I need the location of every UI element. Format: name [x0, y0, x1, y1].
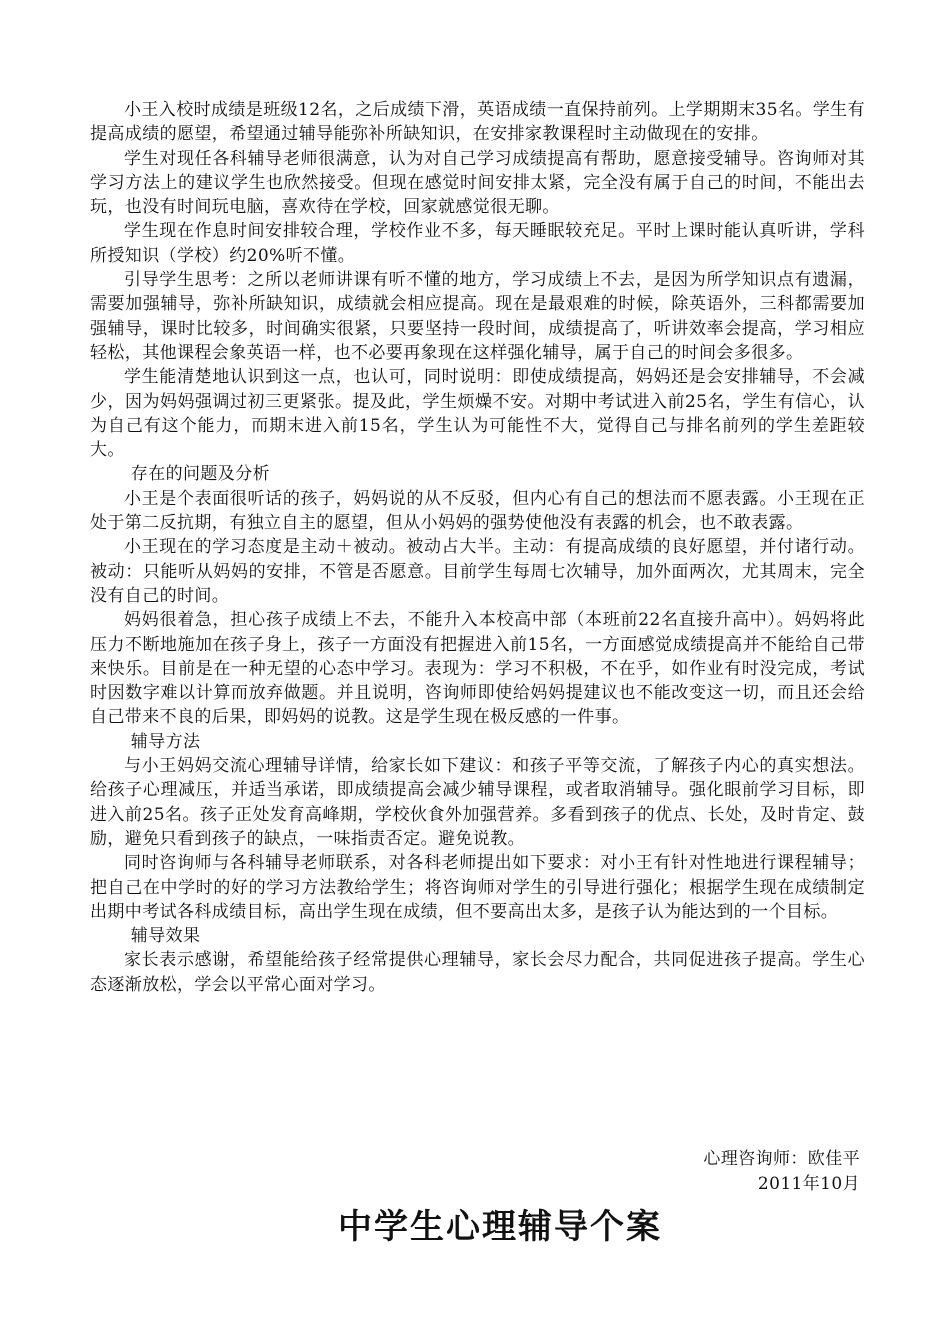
paragraph-problem-pressure: 妈妈很着急，担心孩子成绩上不去，不能升入本校高中部（本班前22名直接升高中）。妈妈将此压力不断地施加在孩子身上，孩子一方面没有把握进入前15名，一方面感觉成绩提高并不能给自己带来快乐。目前是在一种无望的心态中学习。表现为：学习不积极，不在乎，如作业有时没完成，考试时因数字难以计算而放弃做题。并且说明，咨询师即使给妈妈提建议也不能改变这一切，而且还会给自己带来不良的后果，即妈妈的说教。这是学生现在极反感的一件事。	[90, 610, 865, 728]
section-heading-methods: 辅导方法	[130, 731, 201, 752]
paragraph-problem-personality: 小王是个表面很听话的孩子，妈妈说的从不反驳，但内心有自己的想法而不愿表露。小王现在正处于第二反抗期，有独立自主的愿望，但从小妈妈的强势使他没有表露的机会，也不敢表露。	[90, 488, 865, 534]
paragraph-method-teachers: 同时咨询师与各科辅导老师联系，对各科老师提出如下要求：对小王有针对性地进行课程辅导；把自己在中学时的好的学习方法教给学生；将咨询师对学生的引导进行强化；根据学生现在成绩制定出期中考试各科成绩目标，高出学生现在成绩，但不要高出太多，是孩子认为能达到的一个目标。	[90, 853, 865, 922]
paragraph-problem-attitude: 小王现在的学习态度是主动＋被动。被动占大半。主动：有提高成绩的良好愿望，并付诸行动。被动：只能听从妈妈的安排，不管是否愿意。目前学生每周七次辅导，加外面两次，尤其周末，完全没有自己的时间。	[90, 537, 865, 606]
document-body	[90, 98, 865, 997]
paragraph-results: 家长表示感谢，希望能给孩子经常提供心理辅导，家长会尽力配合，共同促进孩子提高。学生心态逐渐放松，学会以平常心面对学习。	[90, 950, 865, 995]
paragraph-schedule: 学生现在作息时间安排较合理，学校作业不多，每天睡眠较充足。平时上课时能认真听讲，学科所授知识（学校）约20%听不懂。	[90, 221, 865, 266]
signature-block	[703, 1147, 860, 1196]
paragraph-student-response: 学生能清楚地认识到这一点，也认可，同时说明：即使成绩提高，妈妈还是会安排辅导，不会减少，因为妈妈强调过初三更紧张。提及此，学生烦燥不安。对期中考试进入前25名，学生有信心，认为自己有这个能力，而期末进入前15名，学生认为可能性不大，觉得自己与排名前列的学生差距较大。	[90, 367, 865, 461]
paragraph-method-parents: 与小王妈妈交流心理辅导详情，给家长如下建议：和孩子平等交流，了解孩子内心的真实想法。给孩子心理减压，并适当承诺，即成绩提高会减少辅导课程，或者取消辅导。强化眼前学习目标，即进入前25名。孩子正处发育高峰期，学校伙食外加强营养。多看到孩子的优点、长处，及时肯定、鼓励，避免只看到孩子的缺点，一味指责否定。避免说教。	[90, 756, 865, 849]
counselor-name: 心理咨询师：欧佳平	[703, 1149, 860, 1169]
paragraph-guidance: 引导学生思考：之所以老师讲课有听不懂的地方，学习成绩上不去，是因为所学知识点有遗漏，需要加强辅导，弥补所缺知识，成绩就会相应提高。现在是最艰难的时候，除英语外，三科都需要加强辅导，课时比较多，时间确实很紧，只要坚持一段时间，成绩提高了，听讲效率会提高，学习相应轻松，其他课程会象英语一样，也不必要再象现在这样强化辅导，属于自己的时间会多很多。	[90, 270, 865, 363]
section-heading-problems: 存在的问题及分析	[130, 464, 270, 485]
section-heading-results: 辅导效果	[130, 926, 201, 947]
signature-date: 2011年10月	[757, 1173, 860, 1194]
paragraph-entry-grade: 小王入校时成绩是班级12名，之后成绩下滑，英语成绩一直保持前列。上学期期末35名。学生有提高成绩的愿望，希望通过辅导能弥补所缺知识，在安排家教课程时主动做现在的安排。	[90, 100, 865, 145]
document-title: 中学生心理辅导个案	[338, 1207, 662, 1247]
paragraph-tutor-satisfaction: 学生对现任各科辅导老师很满意，认为对自己学习成绩提高有帮助，愿意接受辅导。咨询师对其学习方法上的建议学生也欣然接受。但现在感觉时间安排太紧，完全没有属于自己的时间，不能出去玩，也没有时间玩电脑，喜欢待在学校，回家就感觉很无聊。	[90, 148, 865, 218]
